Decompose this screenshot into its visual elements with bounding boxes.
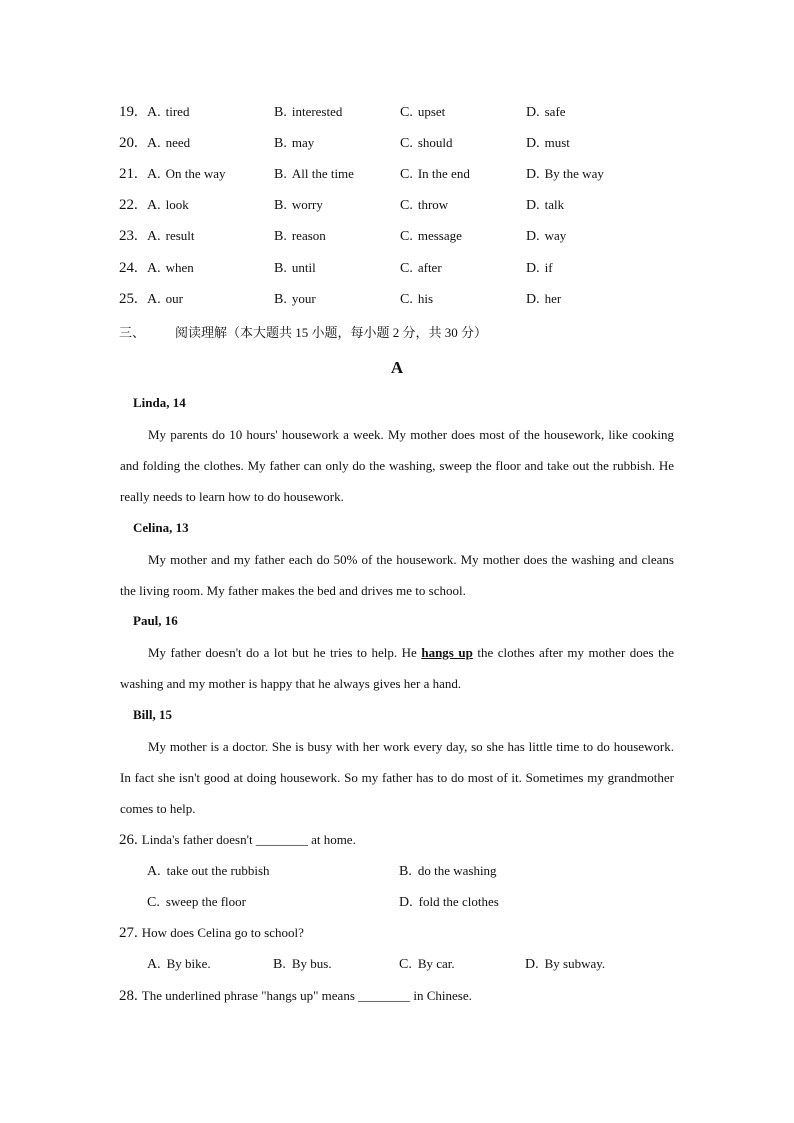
option-b: B. All the time xyxy=(274,166,354,182)
passage-title: A xyxy=(390,358,404,377)
option-a: A. tired xyxy=(147,104,190,120)
option-a: A. when xyxy=(147,260,194,276)
option-c: C. his xyxy=(400,291,434,307)
speaker-name: Bill, 15 xyxy=(133,707,173,722)
question-26: 26. Linda's father doesn't ________ at home. xyxy=(119,832,356,848)
option-d: D. if xyxy=(526,260,553,276)
option-a: A. result xyxy=(147,228,195,244)
option-d: D. fold the clothes xyxy=(399,894,499,910)
option-b: B. may xyxy=(274,135,315,151)
option-b: B. By bus. xyxy=(273,956,332,972)
cloze-row-23 xyxy=(119,228,679,248)
underlined-phrase: hangs up xyxy=(421,645,473,660)
option-a: A. need xyxy=(147,135,191,151)
option-d: D. By subway. xyxy=(525,956,606,972)
option-d: D. talk xyxy=(526,197,565,213)
option-c: C. throw xyxy=(400,197,449,213)
cloze-row-24 xyxy=(119,260,679,280)
cloze-row-21 xyxy=(119,166,679,186)
speaker-name: Paul, 16 xyxy=(133,613,178,628)
question-28: 28. The underlined phrase "hangs up" means ________ in Chinese. xyxy=(119,988,472,1004)
option-c: C. upset xyxy=(400,104,446,120)
question-number: 20. xyxy=(119,135,138,151)
option-a: A. look xyxy=(147,197,189,213)
option-b: B. do the washing xyxy=(399,863,497,879)
section-title: 阅读理解（本大题共 15 小题，每小题 2 分，共 30 分） xyxy=(175,325,488,340)
option-d: D. must xyxy=(526,135,570,151)
option-a: A. On the way xyxy=(147,166,226,182)
option-d: D. way xyxy=(526,228,567,244)
option-b: B. reason xyxy=(274,228,326,244)
option-a: A. By bike. xyxy=(147,956,211,972)
speaker-paragraph: My father doesn't do a lot but he tries to help. He hangs up the clothes after my mother does the washing and my mother is happy that he always gives her a hand. xyxy=(120,645,674,692)
option-a: A. take out the rubbish xyxy=(147,863,270,879)
option-c: C. should xyxy=(400,135,453,151)
speaker-paragraph: My mother is a doctor. She is busy with her work every day, so she has little time to do housework. In fact she isn't good at doing housework. So my father has to do most of it. Sometimes my grandmother comes to help. xyxy=(120,739,674,817)
question-number: 23. xyxy=(119,228,138,244)
option-b: B. until xyxy=(274,260,316,276)
question-number: 22. xyxy=(119,197,138,213)
option-a: A. our xyxy=(147,291,183,307)
speaker-name: Celina, 13 xyxy=(133,520,189,535)
question-number: 19. xyxy=(119,104,138,120)
option-c: C. By car. xyxy=(399,956,455,972)
cloze-row-20 xyxy=(119,135,679,155)
cloze-row-19 xyxy=(119,104,679,124)
cloze-row-25 xyxy=(119,291,679,311)
option-c: C. after xyxy=(400,260,442,276)
question-number: 24. xyxy=(119,260,138,276)
option-b: B. worry xyxy=(274,197,323,213)
option-d: D. her xyxy=(526,291,562,307)
speaker-paragraph: My parents do 10 hours' housework a week. My mother does most of the housework, like cooking and folding the clothes. My father can only do the washing, sweep the floor and take out the rubbish. He really needs to learn how to do housework. xyxy=(120,427,674,505)
option-c: C. In the end xyxy=(400,166,470,182)
question-number: 25. xyxy=(119,291,138,307)
section-number: 三、 xyxy=(119,325,146,340)
section-heading xyxy=(119,322,487,341)
option-c: C. sweep the floor xyxy=(147,894,246,910)
speaker-paragraph: My mother and my father each do 50% of the housework. My mother does the washing and cleans the living room. My father makes the bed and drives me to school. xyxy=(120,552,674,599)
option-c: C. message xyxy=(400,228,462,244)
question-27: 27. How does Celina go to school? xyxy=(119,925,304,941)
speaker-name: Linda, 14 xyxy=(133,395,186,410)
option-d: D. safe xyxy=(526,104,566,120)
question-number: 21. xyxy=(119,166,138,182)
option-d: D. By the way xyxy=(526,166,604,182)
option-b: B. your xyxy=(274,291,316,307)
cloze-row-22 xyxy=(119,197,679,217)
option-b: B. interested xyxy=(274,104,343,120)
